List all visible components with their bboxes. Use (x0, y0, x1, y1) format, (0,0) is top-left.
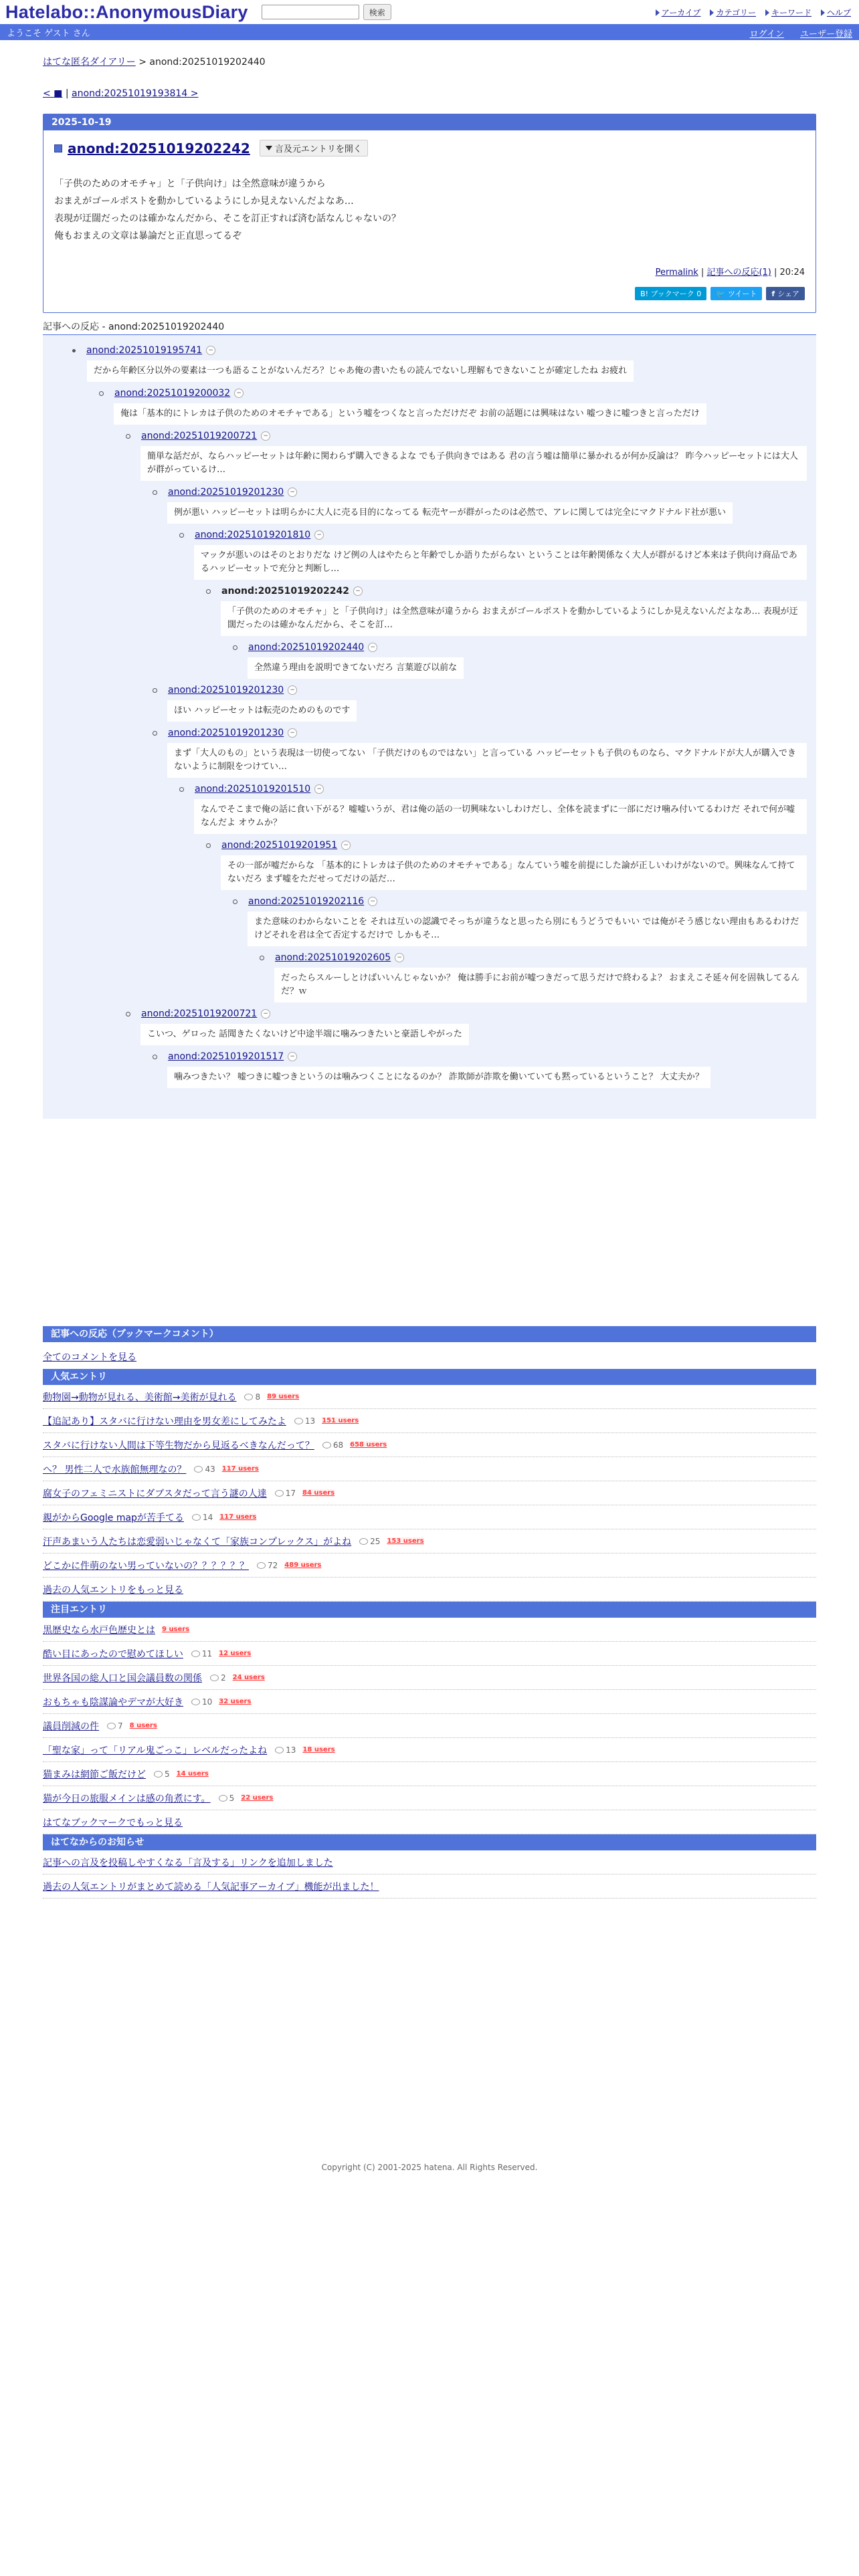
reaction-excerpt: 「子供のためのオモチャ」と「子供向け」は全然意味が違うから おまえがゴールポストを動かしているようにしか見えないんだよなあ… 表現が迂闊だったのは確かなんだから、そこを訂… (221, 601, 807, 636)
reactions-header: 記事への反応 - anond:20251019202440 (43, 320, 816, 335)
triangle-down-icon (266, 146, 272, 150)
reaction-node (126, 1006, 807, 1049)
entry-link[interactable]: 猫まみは網節ご飯だけど (43, 1769, 146, 1780)
share-buttons (54, 287, 805, 300)
reaction-excerpt: ほい ハッピーセットは転売のためのものです (167, 700, 357, 722)
users-badge[interactable]: 117 users (219, 1513, 257, 1521)
entry-link[interactable]: おもちゃも陰謀論やデマが大好き (43, 1697, 183, 1708)
comment-count-value: 43 (205, 1464, 215, 1474)
reaction-node (233, 640, 807, 683)
users-badge[interactable]: 24 users (232, 1674, 265, 1681)
help-label: ヘルプ (826, 8, 851, 17)
comment-count[interactable] (191, 1649, 212, 1658)
reaction-node (153, 726, 807, 782)
reaction-node (179, 782, 807, 838)
bullet-icon (206, 843, 211, 848)
top-bar (0, 0, 859, 24)
featured-list (43, 1618, 816, 1810)
logo[interactable]: Hatelabo::AnonymousDiary (5, 1, 248, 22)
reaction-excerpt: 噛みつきたい？ 嘘つきに嘘つきというのは噛みつくことになるのか？ 詐欺師が詐欺を働いていても黙っているということ？ 大丈夫か？ (167, 1067, 710, 1088)
collapse-toggle-icon[interactable]: − (261, 431, 270, 441)
reaction-title[interactable]: anond:20251019201230 (168, 487, 284, 498)
collapse-toggle-icon[interactable]: − (368, 643, 377, 652)
users-badge[interactable]: 658 users (350, 1441, 387, 1448)
reaction-title[interactable]: anond:20251019200032 (114, 388, 231, 399)
entry-link[interactable]: どこかに件萌のない男っていないの？？？？？？ (43, 1560, 249, 1572)
tweet-label: ツイート (727, 290, 757, 298)
keyword-link[interactable] (765, 7, 812, 18)
collapse-toggle-icon[interactable]: − (288, 685, 297, 695)
entry-link[interactable]: スタバに行けない人間は下等生物だから見返るべきなんだって？ (43, 1440, 314, 1451)
triangle-icon (821, 9, 825, 16)
square-icon (54, 144, 62, 152)
comment-count-value: 11 (201, 1648, 213, 1658)
bullet-icon (179, 787, 184, 792)
archive-label: アーカイブ (661, 8, 701, 17)
comment-bubble-icon (359, 1538, 368, 1545)
entry-row (43, 1529, 816, 1553)
users-badge[interactable]: 489 users (284, 1562, 322, 1569)
reaction-excerpt: 簡単な話だが、ならハッピーセットは年齢に関わらず購入できるよな でも子供向きではある 君の言う嘘は簡単に暴かれるが何か反論は？ 昨今ハッピーセットには大人が群がっているけ… (140, 446, 807, 481)
bullet-icon (153, 688, 157, 693)
bullet-icon (233, 899, 237, 904)
popular-header: 人気エントリ (43, 1369, 816, 1385)
comment-count[interactable] (210, 1673, 226, 1683)
pager (43, 88, 816, 99)
entry-row (43, 1385, 816, 1409)
users-badge[interactable]: 151 users (322, 1417, 359, 1424)
news-item[interactable]: 記事への言及を投稿しやすくなる「言及する」リンクを追加しました (43, 1857, 333, 1868)
users-badge[interactable]: 18 users (302, 1746, 335, 1753)
facebook-icon: f (771, 289, 775, 298)
reaction-node (72, 343, 807, 386)
triangle-icon (656, 9, 660, 16)
bullet-icon (126, 1012, 130, 1016)
comment-count[interactable] (359, 1537, 380, 1546)
bullet-icon (233, 645, 237, 650)
bullet-icon (153, 490, 157, 495)
entry-row (43, 1762, 816, 1786)
reaction-node (179, 528, 807, 584)
comment-bubble-icon (191, 1650, 200, 1657)
comment-bubble-icon (257, 1562, 266, 1569)
reaction-excerpt: なんでそこまで俺の話に食い下がる？嘘嘘いうが、君は俺の話の一切興味ないしわけだし、全体を読まずに一部にだけ噛み付いてるわけだ それで何が嘘なんだよ オウムか？ (194, 799, 807, 834)
entry-row (43, 1642, 816, 1666)
users-badge[interactable]: 153 users (387, 1537, 424, 1545)
entry-row (43, 1409, 816, 1433)
collapse-toggle-icon[interactable]: − (314, 530, 324, 540)
breadcrumb-separator: > (138, 57, 147, 68)
entry-line: 「子供のためのオモチャ」と「子供向け」は全然意味が違うから (54, 179, 326, 189)
collapse-toggle-icon[interactable]: − (206, 346, 215, 355)
bullet-icon (99, 391, 104, 396)
reaction-excerpt: だから年齢区分以外の要素は一つも語ることがないんだろ？じゃあ俺の書いたもの読んでないし理解もできないことが確定したね お疲れ (87, 360, 634, 382)
reaction-title[interactable]: anond:20251019201230 (168, 728, 284, 738)
comment-bubble-icon (244, 1394, 253, 1400)
entry-link[interactable]: 議員削減の件 (43, 1721, 99, 1732)
entry-row (43, 1457, 816, 1481)
share-label: シェア (777, 290, 799, 298)
entry-line: おまえがゴールポストを動かしているようにしか見えないんだよなあ… (54, 196, 354, 207)
featured-header: 注目エントリ (43, 1602, 816, 1618)
comment-bubble-icon (275, 1490, 284, 1497)
reaction-node (153, 485, 807, 528)
users-badge[interactable]: 117 users (221, 1465, 259, 1473)
reaction-title[interactable]: anond:20251019202116 (248, 896, 365, 907)
entry-link[interactable]: 猫が今日の旅服メインは感の角煮にす。 (43, 1793, 211, 1804)
bullet-icon (72, 349, 76, 352)
comment-count-value: 68 (332, 1440, 344, 1450)
reaction-title[interactable]: anond:20251019202605 (275, 952, 391, 963)
pager-separator: | (65, 88, 69, 99)
entry-link[interactable]: 親がからGoogle mapが苦手てる (43, 1512, 184, 1523)
collapse-toggle-icon[interactable]: − (341, 841, 351, 850)
mention-button-label: 言及元エントリを開く (274, 144, 362, 154)
reactions-link[interactable]: 記事への反応(1) (706, 267, 771, 278)
entry-row (43, 1714, 816, 1738)
comment-count[interactable] (219, 1794, 235, 1803)
bullet-icon (179, 533, 184, 538)
copyright: Copyright (C) 2001-2025 hatena. All Rights Reserved. (321, 2163, 538, 2172)
breadcrumb (43, 55, 816, 68)
reaction-title[interactable]: anond:20251019201230 (168, 685, 284, 695)
entry-line: 俺もおまえの文章は暴論だと正直思ってるぞ (54, 231, 242, 241)
search-input[interactable] (262, 5, 359, 19)
comment-bubble-icon (210, 1675, 219, 1681)
comment-count[interactable] (154, 1769, 170, 1779)
bullet-icon (153, 731, 157, 736)
comment-count[interactable] (275, 1489, 296, 1498)
comment-count-value: 72 (268, 1560, 278, 1570)
entry-row (43, 1481, 816, 1505)
all-comments-link[interactable]: 全てのコメントを見る (43, 1352, 136, 1363)
triangle-icon (765, 9, 769, 16)
login-link[interactable]: ログイン (749, 29, 784, 39)
facebook-share-button[interactable] (766, 287, 805, 300)
reaction-title[interactable]: anond:20251019200721 (141, 431, 258, 441)
entry-row (43, 1553, 816, 1578)
entry-link[interactable]: 動物園→動物が見れる、美術館→美術が見れる (43, 1392, 237, 1403)
comment-count[interactable] (275, 1745, 296, 1755)
comment-count-value: 14 (202, 1512, 213, 1522)
reaction-node (126, 429, 807, 485)
popular-list (43, 1385, 816, 1578)
welcome-text: ようこそ ゲスト さん (7, 28, 90, 39)
tweet-button[interactable] (710, 287, 762, 300)
help-link[interactable] (821, 7, 851, 18)
reaction-excerpt: まず「大人のもの」という表現は一切使ってない 「子供だけのものではない」と言っている ハッピーセットも子供のものなら、マクドナルドが大人が購入できないように制限をつけてい… (167, 743, 807, 778)
entry-box (43, 114, 816, 313)
entry-date: 2025-10-19 (43, 114, 816, 130)
hatena-bookmark-button[interactable]: B! ブックマーク 0 (635, 287, 706, 300)
collapse-toggle-icon[interactable]: − (353, 586, 363, 596)
comment-bubble-icon (219, 1795, 227, 1802)
comment-count[interactable] (192, 1513, 213, 1522)
reaction-node (153, 683, 807, 726)
entry-link[interactable]: 酷い目にあったので慰めてほしい (43, 1648, 183, 1660)
entry-link[interactable]: 腐女子のフェミニストにダブスタだって言う謎の人達 (43, 1488, 267, 1499)
entry-footer: Permalink | 記事への反応(1) | 20:24 (655, 267, 805, 278)
register-link[interactable]: ユーザー登録 (799, 29, 852, 39)
comment-bubble-icon (107, 1723, 116, 1729)
bullet-icon (206, 589, 211, 594)
comment-count-value: 25 (370, 1536, 381, 1546)
permalink[interactable]: Permalink (655, 267, 698, 278)
users-badge[interactable]: 14 users (176, 1770, 209, 1778)
entry-link[interactable]: 世界各国の総人口と国会議員数の関係 (43, 1673, 202, 1684)
top-links (656, 7, 851, 18)
comment-count[interactable] (191, 1697, 212, 1707)
reaction-node (233, 894, 807, 950)
entry-line: 表現が迂闊だったのは確かなんだから、そこを訂正すれば済む話なんじゃないの？ (54, 213, 401, 224)
comment-count-value: 10 (202, 1697, 213, 1707)
main-content (43, 55, 816, 1899)
mention-button[interactable] (260, 140, 368, 156)
comment-count[interactable] (257, 1561, 278, 1570)
comment-bubble-icon (275, 1747, 284, 1753)
users-badge[interactable]: 84 users (302, 1489, 335, 1497)
comment-bubble-icon (294, 1418, 303, 1424)
comment-count-value: 13 (286, 1745, 296, 1755)
reaction-excerpt: 全然違う理由を説明できてないだろ 言葉遊び以前な (248, 657, 464, 679)
comment-bubble-icon (322, 1442, 331, 1448)
bullet-icon (153, 1055, 157, 1059)
users-badge[interactable]: 8 users (129, 1722, 157, 1729)
reaction-excerpt: 例が悪い ハッピーセットは明らかに大人に売る目的になってる 転売ヤーが群がったのは必然で、アレに関しては完全にマクドナルド社が悪い (167, 502, 733, 524)
comment-count-value: 5 (229, 1793, 235, 1803)
reaction-excerpt: こいつ、ゲロった 話聞きたくないけど中途半端に噛みつきたいと豪語しやがった (140, 1024, 469, 1045)
entry-time: 20:24 (779, 267, 805, 278)
comment-bubble-icon (191, 1699, 200, 1705)
entry-link[interactable]: へ？ 男性二人で水族館無理なの？ (43, 1464, 187, 1475)
bird-icon: 🐦 (716, 289, 725, 298)
reaction-title: anond:20251019202242 (221, 586, 349, 597)
entry-title[interactable]: anond:20251019202242 (68, 140, 250, 156)
popular-more-link[interactable]: 過去の人気エントリをもっと見る (43, 1584, 183, 1596)
collapse-toggle-icon[interactable]: − (368, 897, 377, 906)
reaction-title[interactable]: anond:20251019201951 (221, 840, 338, 851)
reaction-title[interactable]: anond:20251019200721 (141, 1008, 258, 1019)
entry-row (43, 1690, 816, 1714)
comment-bubble-icon (194, 1466, 203, 1473)
prev-link[interactable]: < ■ (43, 88, 63, 99)
comment-count-value: 17 (285, 1488, 296, 1498)
category-link[interactable] (710, 7, 756, 18)
comment-count-value: 13 (304, 1416, 316, 1426)
comment-count[interactable] (194, 1465, 215, 1474)
comment-count-value: 7 (118, 1721, 123, 1731)
archive-link[interactable] (656, 7, 701, 18)
reaction-title[interactable]: anond:20251019201517 (168, 1051, 284, 1062)
reaction-excerpt: また意味のわからないことを それは互いの認識でそっちが違うなと思ったら別にもうどうでもいい では俺がそう感じない理由もあるわけだ けどそれを君は全て否定するだけで しかもそ… (248, 911, 807, 946)
reaction-excerpt: その一部が嘘だからな 「基本的にトレカは子供のためのオモチャである」なんていう嘘を前提にした論が正しいわけがないので。興味なんて持てないだろ まず嘘をただせってだけの話だ… (221, 855, 807, 890)
reaction-tree (43, 335, 816, 1119)
breadcrumb-home[interactable]: はてな匿名ダイアリー (43, 57, 136, 68)
reaction-title[interactable]: anond:20251019201810 (195, 530, 311, 540)
users-badge[interactable]: 89 users (267, 1393, 300, 1400)
entry-row (43, 1433, 816, 1457)
news-item[interactable]: 過去の人気エントリがまとめて読める「人気記事アーカイブ」機能が出ました！ (43, 1881, 379, 1893)
comment-count[interactable] (244, 1392, 260, 1402)
reaction-title[interactable]: anond:20251019195741 (86, 345, 203, 356)
reaction-node (99, 386, 807, 429)
comment-count-value: 2 (221, 1673, 226, 1683)
comment-count[interactable] (107, 1721, 123, 1731)
entry-link[interactable]: 汗声あまいう人たちは恋愛弱いじゃなくて「家族コンプレックス」がよね (43, 1536, 352, 1547)
entry-row (43, 1738, 816, 1762)
entry-row (43, 1505, 816, 1529)
keyword-label: キーワード (771, 8, 812, 17)
bullet-icon (126, 434, 130, 439)
users-badge[interactable]: 9 users (162, 1626, 190, 1633)
reaction-node (206, 838, 807, 894)
user-bar (0, 24, 859, 40)
collapse-toggle-icon[interactable]: − (234, 389, 244, 398)
entry-link[interactable]: 黒歴史なら水戸色歴史とは (43, 1624, 155, 1636)
collapse-toggle-icon[interactable]: − (288, 488, 297, 497)
bullet-icon (260, 956, 264, 960)
next-link[interactable]: anond:20251019193814 > (72, 88, 199, 99)
search-button[interactable]: 検索 (363, 4, 391, 20)
collapse-toggle-icon[interactable]: − (314, 784, 324, 794)
collapse-toggle-icon[interactable]: − (288, 728, 297, 738)
entry-link[interactable]: 「聖な家」って「リアル鬼ごっこ」レベルだったよね (43, 1745, 268, 1756)
comment-count-value: 8 (255, 1392, 261, 1402)
comment-bubble-icon (154, 1771, 163, 1778)
entry-row (43, 1786, 816, 1810)
comment-count[interactable] (294, 1416, 315, 1426)
users-badge[interactable]: 22 users (241, 1794, 274, 1802)
reaction-excerpt: だったらスルーしとけばいいんじゃないか？ 俺は勝手にお前が嘘つきだって思うだけで終わるよ？ おまえこそ延々何を固執してるんだ？ｗ (274, 968, 807, 1002)
users-badge[interactable]: 32 users (219, 1698, 252, 1705)
reaction-title[interactable]: anond:20251019201510 (195, 784, 311, 794)
entry-row (43, 1618, 816, 1642)
category-label: カテゴリー (716, 8, 756, 17)
reaction-excerpt: マックが悪いのはそのとおりだな けど例の人はやたらと年齢でしか語りたがらない ということは年齢関係なく大人が群がるけど本来は子供向け商品であるハッピーセットで充分と判断し… (194, 545, 807, 580)
breadcrumb-current: anond:20251019202440 (149, 57, 266, 68)
reaction-title[interactable]: anond:20251019202440 (248, 642, 365, 653)
collapse-toggle-icon[interactable]: − (395, 953, 404, 962)
news-header: はてなからのお知らせ (43, 1834, 816, 1850)
collapse-toggle-icon[interactable]: − (261, 1009, 270, 1018)
entry-body (54, 175, 805, 245)
reaction-node (206, 584, 807, 640)
featured-more-link[interactable]: はてなブックマークでもっと見る (43, 1817, 183, 1828)
triangle-icon (710, 9, 714, 16)
reaction-excerpt: 俺は「基本的にトレカは子供のためのオモチャである」という嘘をつくなと言っただけだぞ お前の話題には興味はない 嘘つきに嘘つきと言っただけ (114, 403, 706, 425)
reaction-node (153, 1049, 807, 1092)
entry-row (43, 1666, 816, 1690)
users-badge[interactable]: 12 users (219, 1650, 252, 1657)
comment-count-value: 5 (165, 1769, 170, 1779)
collapse-toggle-icon[interactable]: − (288, 1052, 297, 1061)
comment-bubble-icon (192, 1514, 201, 1521)
bookmark-comments-header: 記事への反応（ブックマークコメント） (43, 1326, 816, 1342)
entry-link[interactable]: 【追記あり】スタバに行けない理由を男女差にしてみたよ (43, 1416, 286, 1427)
reaction-node (260, 950, 807, 1006)
comment-count[interactable] (322, 1440, 343, 1450)
